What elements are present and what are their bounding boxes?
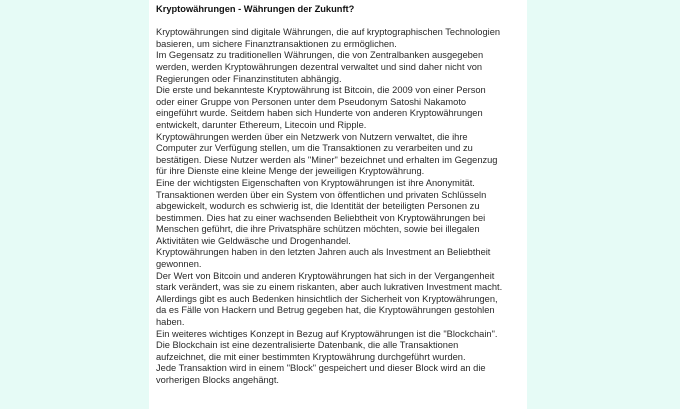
paragraph-6: Kryptowährungen haben in den letzten Jahren auch als Investment an Beliebtheit gewonnen. (156, 247, 491, 270)
paragraph-8: Allerdings gibt es auch Bedenken hinsichtlich der Sicherheit von Kryptowährungen, da es Fälle von Hackern und Betrug gegeben hat, die Kryptowährungen gestohlen haben. (156, 293, 498, 328)
paragraph-5: Eine der wichtigsten Eigenschaften von Kryptowährungen ist ihre Anonymität. Transaktionen werden über ein System von öffentlichen und privaten Schlüsseln abgewickelt, wodurch es schwierig ist, die Identität der beteiligten Personen zu bestimmen. Dies hat zu einer wachsenden Beliebtheit von Kryptowährungen bei Menschen geführt, die ihre Privatsphäre schützen möchten, sowie bei illegalen Aktivitäten wie Geldwäsche und Drogenhandel. (156, 177, 487, 246)
paragraph-7: Der Wert von Bitcoin und anderen Kryptowährungen hat sich in der Vergangenheit stark verändert, was sie zu einem riskanten, aber auch lukrativen Investment macht. (156, 270, 503, 293)
paragraph-4: Kryptowährungen werden über ein Netzwerk von Nutzern verwaltet, die ihre Computer zur Verfügung stellen, um die Transaktionen zu verarbeiten und zu bestätigen. Diese Nutzer werden als "Miner" bezeichnet und erhalten im Gegenzug für ihre Dienste eine kleine Menge der jeweiligen Kryptowährung. (156, 131, 498, 177)
paragraph-1: Kryptowährungen sind digitale Währungen, die auf kryptographischen Technologien basieren, um sichere Finanztransaktionen zu ermöglichen. (156, 27, 501, 49)
article-title: Kryptowährungen - Währungen der Zukunft? (156, 4, 355, 14)
document-page (149, 0, 527, 409)
paragraph-9: Ein weiteres wichtiges Konzept in Bezug auf Kryptowährungen ist die "Blockchain". Die Blockchain ist eine dezentralisierte Datenbank, die alle Transaktionen aufzeichnet, die mit einer bestimmten Kryptowährung durchgeführt wurden. (156, 328, 498, 362)
paragraph-10: Jede Transaktion wird in einem "Block" gespeichert und dieser Block wird an die vorherigen Blocks angehängt. (156, 363, 486, 385)
paragraph-2: Im Gegensatz zu traditionellen Währungen, die von Zentralbanken ausgegeben werden, werden Kryptowährungen dezentral verwaltet und sind daher nicht von Regierungen oder Finanzinstituten abhängig. (156, 50, 484, 84)
article (156, 4, 522, 387)
paragraph-3: Die erste und bekannteste Kryptowährung ist Bitcoin, die 2009 von einer Person oder einer Gruppe von Personen unter dem Pseudonym Satoshi Nakamoto eingeführt wurde. Seitdem haben sich Hunderte von anderen Kryptowährungen entwickelt, darunter Ethereum, Litecoin und Ripple. (156, 85, 486, 130)
